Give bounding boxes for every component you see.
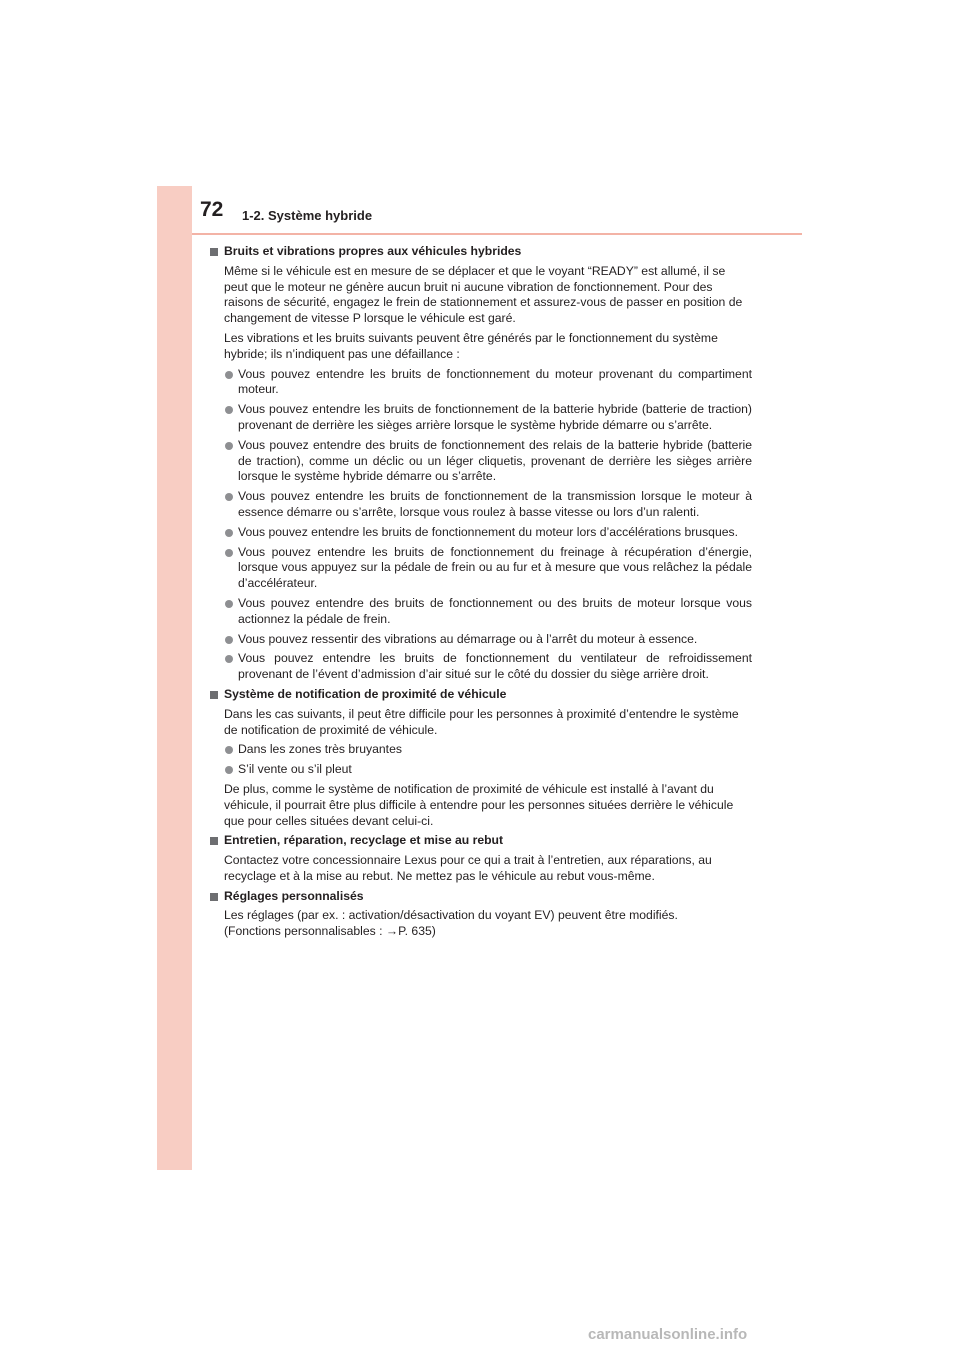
side-band — [157, 186, 192, 1170]
circle-bullet-icon — [225, 406, 233, 414]
circle-bullet-icon — [225, 442, 233, 450]
paragraph: Les réglages (par ex. : activation/désactivation du voyant EV) peuvent être modifiés. — [224, 908, 678, 923]
section-title: 1-2. Système hybride — [242, 208, 373, 223]
page-number: 72 — [200, 198, 224, 221]
list-item: Vous pouvez entendre les bruits de fonctionnement du moteur provenant du compartiment moteur. — [224, 367, 752, 399]
square-bullet-icon — [210, 893, 218, 901]
list-item: Vous pouvez entendre les bruits de fonctionnement de la batterie hybride (batterie de traction) provenant de derrière les sièges arrière lorsque le système hybride démarre ou s’arrête. — [224, 402, 752, 434]
header-rule — [192, 233, 802, 235]
square-bullet-icon — [210, 837, 218, 845]
heading-hybrid-noise: Bruits et vibrations propres aux véhicules hybrides — [210, 244, 752, 260]
paragraph: Contactez votre concessionnaire Lexus pour ce qui a trait à l’entretien, aux réparations, au recyclage et à la mise au rebut. Ne mettez pas le véhicule au rebut vous-même. — [224, 853, 712, 883]
list-item: Vous pouvez entendre des bruits de fonctionnement ou des bruits de moteur lorsque vous actionnez la pédale de frein. — [224, 596, 752, 628]
paragraph: De plus, comme le système de notification de proximité de véhicule est installé à l’avant du véhicule, il pourrait être plus difficile à entendre pour les personnes situées derrière le véhicule que pour celles situées devant celui-ci. — [224, 781, 734, 828]
circle-bullet-icon — [225, 746, 233, 754]
heading-maintenance: Entretien, réparation, recyclage et mise au rebut — [210, 833, 752, 849]
list-item: S’il vente ou s’il pleut — [224, 762, 752, 778]
circle-bullet-icon — [225, 766, 233, 774]
circle-bullet-icon — [225, 529, 233, 537]
cross-reference: (Fonctions personnalisables : →P. 635) — [224, 924, 436, 939]
circle-bullet-icon — [225, 600, 233, 608]
paragraph: Dans les cas suivants, il peut être difficile pour les personnes à proximité d’entendre le système de notification de proximité de véhicule. — [224, 706, 739, 737]
paragraph: Les vibrations et les bruits suivants peuvent être générés par le fonctionnement du système hybride; ils n’indiquent pas une défaillance : — [224, 330, 718, 361]
list-item: Dans les zones très bruyantes — [224, 742, 752, 758]
watermark: carmanualsonline.info — [588, 1326, 748, 1343]
heading-custom-settings: Réglages personnalisés — [210, 889, 752, 905]
list-item: Vous pouvez entendre des bruits de fonctionnement des relais de la batterie hybride (batterie de traction), comme un déclic ou un léger cliquetis, provenant de derrière les sièges arrière lorsque le système hybride démarre ou s’arrête. — [224, 438, 752, 485]
circle-bullet-icon — [225, 655, 233, 663]
heading-proximity-notification: Système de notification de proximité de véhicule — [210, 687, 752, 703]
square-bullet-icon — [210, 248, 218, 256]
square-bullet-icon — [210, 691, 218, 699]
page-header — [200, 198, 800, 234]
list-item: Vous pouvez entendre les bruits de fonctionnement du freinage à récupération d’énergie, lorsque vous appuyez sur la pédale de frein ou au fur et à mesure que vous relâchez la pédale d’accélérateur. — [224, 545, 752, 592]
list-item: Vous pouvez entendre les bruits de fonctionnement de la transmission lorsque le moteur à essence démarre ou s’arrête, lorsque vous roulez à basse vitesse ou lors d’un ralenti. — [224, 489, 752, 521]
page-content — [210, 244, 752, 944]
list-item: Vous pouvez entendre les bruits de fonctionnement du ventilateur de refroidissement provenant de l’évent d’admission d’air situé sur le côté du dossier du siège arrière droit. — [224, 651, 752, 683]
circle-bullet-icon — [225, 636, 233, 644]
list-item: Vous pouvez entendre les bruits de fonctionnement du moteur lors d’accélérations brusques. — [224, 525, 752, 541]
circle-bullet-icon — [225, 493, 233, 501]
circle-bullet-icon — [225, 371, 233, 379]
list-item: Vous pouvez ressentir des vibrations au démarrage ou à l’arrêt du moteur à essence. — [224, 632, 752, 648]
circle-bullet-icon — [225, 549, 233, 557]
paragraph: Même si le véhicule est en mesure de se déplacer et que le voyant “READY” est allumé, il se peut que le moteur ne génère aucun bruit ni aucune vibration de fonctionnement. Pour des raisons de sécurité, engagez le frein de stationnement et assurez-vous de passer en position de changement de vitesse P lorsque le véhicule est garé. — [224, 263, 743, 326]
